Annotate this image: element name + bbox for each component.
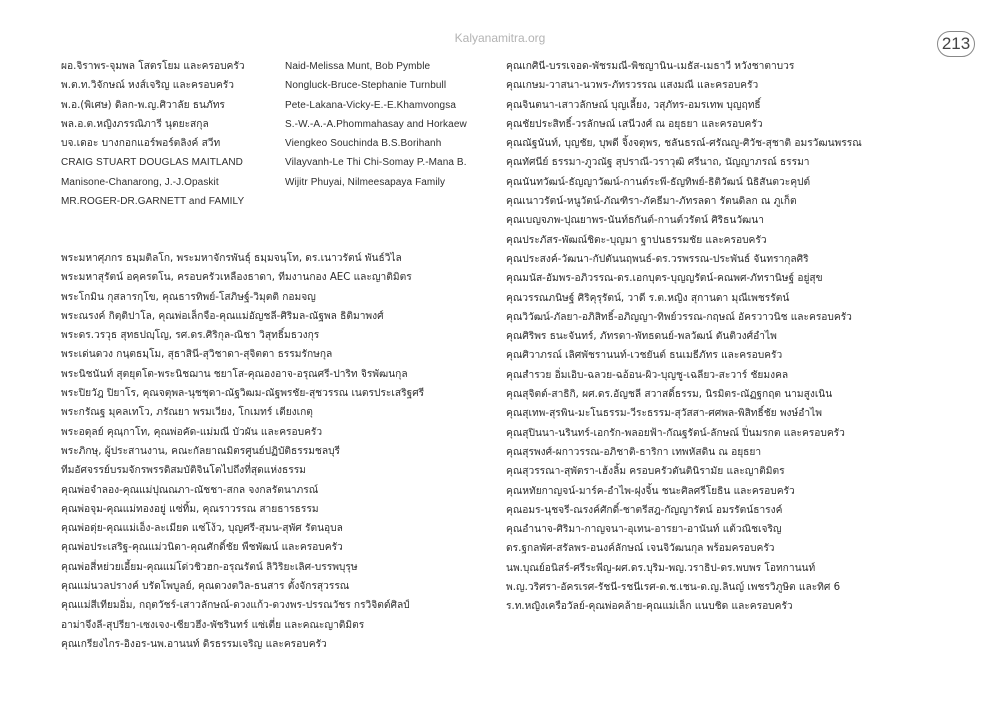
name-entry: พล.อ.ต.หญิงภรรณิภารี นุตยะสกุล (61, 118, 209, 130)
name-entry: นพ.บุณย์อนิสร์-ศรีระพีญ-ผศ.ดร.บุริม-พญ.วราธิป-ดร.พบพร โอทกานนท์ (506, 562, 816, 574)
name-entry: ผอ.จิราพร-จุมพล โสตรโยม และครอบครัว (61, 61, 245, 72)
name-entry: พระปิยวัฎ ปิยาโร, คุณจตุพล-นุชชุดา-ณัฐวิฒม-ณัฐพรชัย-สุชวรรณ เนตรประเสริฐศรี (61, 388, 425, 400)
name-entry: คุณแม่นวลปรางค์ บรัดโพบูลย์, คุณดวงตวิล-ธนสาร ตั้งจักรสุวรรณ (61, 581, 350, 593)
name-entry: พ.ต.ท.วิจักษณ์ หงส์เจริญ และครอบครัว (61, 80, 234, 92)
name-entry: ทีมอัศจรรย์บรมจักรพรรดิสมบัติจินโตไปถึงที่สุดแห่งธรรม (61, 465, 306, 477)
name-entry: คุณจินตนา-เสาวลักษณ์ บุญเลี้ยง, วสุภัทร-อมรเทพ บุญฤทธิ์ (506, 99, 761, 111)
name-entry: พระอดุลย์ คุณฺกาโท, คุณพ่อคัด-แม่มณี บัวผัน และครอบครัว (61, 426, 323, 438)
names-column-latin (285, 57, 495, 192)
names-column-right (506, 57, 942, 617)
name-entry: คุณเบญจภพ-ปุณยาพร-นันท์ธกันต์-กานต์วรัตน์ ศิริธนวัฒนา (506, 215, 764, 227)
name-entry: คุณณัฐนันท์, บุญชัย, บุพดี จิ้งจตุพร, ชลันธรณ์-ศรัณญู-ศิวัช-สุชาติ อมรวัฒนพรรณ (506, 138, 862, 150)
name-entry: คุณวรรณภนิษฐ์ ศิริคุรุรัตน์, วาดี ร.ต.หญิง สุกานดา มุณีเพชรรัตน์ (506, 292, 790, 304)
name-entry: พระมหาสุรัตน์ อคฺครตโน, ครอบครัวเหลืองธาดา, ทีมงานกอง AEC และญาติมิตร (61, 272, 412, 284)
name-entry: คุณสุปินนา-นรินทร์-เอกรัก-พลอยฟ้า-กัณฐรัตน์-ลักษณ์ ปิ่นมรกต และครอบครัว (506, 427, 845, 439)
name-entry: คุณชัยประสิทธิ์-วรลักษณ์ เสนีวงศ์ ณ อยุธยา และครอบครัว (506, 118, 763, 130)
name-entry: คุณนันทวัฒน์-ธัญญาวัฒน์-กานต์ระพี-ธัญทิพย์-ธิติวัฒน์ นิธิสันตวะคุปต์ (506, 176, 811, 188)
name-entry: พระเด่นดวง กนฺตธมฺโม, สุธาสินี-สุวิชาดา-สุจิตตา ธรรมรักษกุล (61, 349, 333, 361)
name-entry: คุณแม่สีเทียมอิ่ม, กฤตวัชร์-เสาวลักษณ์-ดวงแก้ว-ดวงพร-ปรรณวัชร กรวิจิตต์ศิลป์ (61, 600, 410, 612)
names-column-left-top (61, 57, 283, 211)
name-entry: คุณพ่อประเสริฐ-คุณแม่วนิดา-คุณศักดิ์ชัย พืชพัฒน์ และครอบครัว (61, 542, 343, 554)
name-entry: S.-W.-A.-A.Phommahasay and Horkaew (285, 118, 467, 130)
page-number: 213 (937, 31, 975, 57)
name-entry: คุณทัศนีย์ ธรรมา-ภูวณัฐ สุปราณี-วราวุฒิ ศรีนาถ, นัญญาภรณ์ ธรรมา (506, 157, 810, 169)
name-entry: พระโกมิน กุสลารกฺโข, คุณธารทิพย์-โสภิษฐ์-วิมุตติ กอมจญ (61, 291, 316, 303)
name-entry: คุณเกศินี-บรรเจอด-พัชรมณี-พิชญานิน-เมธัส-เมธาวี หวังชาตาบวร (506, 61, 795, 72)
name-entry: อาม่าจึงลี-สุปรียา-เซงเจง-เซียวฮึง-พัชรินทร์ แซ่เตี่ย และคณะญาติมิตร (61, 619, 365, 631)
name-entry: พระภิกษุ, ผู้ประสานงาน, คณะกัลยาณมิตรศูนย์ปฏิบัติธรรมชลบุรี (61, 445, 341, 457)
name-entry: พระณรงค์ กิตฺติปาโล, คุณพ่อเล็กจือ-คุณแม่อัญชลี-ศิริมล-ณัฐพล ธิติมาพงศ์ (61, 310, 384, 322)
name-entry: คุณศิริพร ธนะจันทร์, ภัทรดา-พัทธดนย์-พลวัฒน์ ตันติวงศ์อำไพ (506, 331, 777, 343)
name-entry: คุณวิวัฒน์-ภัลยา-อภิสิทธิ์-อภิญญา-ทิพย์วรรณ-กฤษณ์ อัครวาวนิช และครอบครัว (506, 311, 852, 323)
name-entry: CRAIG STUART DOUGLAS MAITLAND (61, 157, 244, 169)
name-entry: คุณสุวรรณา-สุพัตรา-เฮ้งลิ้ม ครอบครัวตันตินิรามัย และญาติมิตร (506, 466, 785, 478)
name-entry: คุณพ่อจุม-คุณแม่ทองอยู่ แซ่ทิ้ม, คุณราวรรณ สายธารธรรม (61, 503, 319, 515)
name-entry: คุณศิวาภรณ์ เลิศพัชรานนท์-เวชยันต์ ธนเมธีภัทร และครอบครัว (506, 350, 783, 362)
name-entry: คุณพ่อสี่หย่วยเอี้ยม-คุณแม่โด่วชิวฮก-อรุณรัตน์ ลิวิริยะเลิศ-บรรพบุรุษ (61, 561, 358, 573)
name-entry: ดร.ฐกลพัศ-สรัลพร-อนงค์ลักษณ์ เจนจิวัฒนกุล พร้อมครอบครัว (506, 543, 775, 555)
name-entry: คุณมนัส-อัมพร-อภิวรรณ-ดร.เอกบุตร-บุญญรัตน์-คณพศ-ภัทรานิษฐ์ อยู่สุข (506, 273, 823, 285)
name-entry: Pete-Lakana-Vicky-E.-E.Khamvongsa (285, 99, 456, 111)
name-entry: พระกรัณฐ มุคลเทโว, ภรัณยา พรมเวียง, โกเมทร์ เตียงเกตุ (61, 407, 313, 419)
name-entry: คุณประภัสร-พัฒณ์ชิตะ-บุญมา ฐาปนธรรมชัย และครอบครัว (506, 234, 767, 246)
name-entry: Manisone-Chanarong, J.-J.Opaskit (61, 176, 219, 188)
name-entry: พ.อ.(พิเศษ) ดิลก-พ.ญ.ศิวาลัย ธนภัทร (61, 99, 225, 111)
name-entry: คุณเกรียงไกร-อิงอร-นพ.อานนท์ ดิรธรรมเจริญ และครอบครัว (61, 638, 327, 650)
name-entry: คุณสุเทพ-สุรพิน-มะโนธรรม-วีระธรรม-สุวัสสา-ศศพล-พิสิทธิ์ชัย พงษ์อำไพ (506, 408, 822, 420)
name-entry: คุณอำนาจ-ศิริมา-กาญจนา-อุเทน-อารยา-อานันท์ แต้วณิชเจริญ (506, 524, 782, 536)
name-entry: พ.ญ.วริศรา-อัครเรศ-รัชนี-รชนีเรศ-ด.ช.เชน-ด.ญ.ลินญ์ เพชรวิภูษิต และทิศ 6 (506, 582, 841, 594)
name-entry: พระดร.วรวุธ สุทธปญฺโญ, รศ.ดร.ศิริกุล-ณิชา วิสุทธิ์มธวงกุร (61, 330, 320, 342)
name-entry: Nongluck-Bruce-Stephanie Turnbull (285, 80, 447, 92)
name-entry: บจ.เดอะ บางกอกแอร์พอร์ตลิงค์ สวีท (61, 138, 221, 150)
name-entry: คุณพ่อจำลอง-คุณแม่ปุณณภา-ณัชชา-สกล จงกลรัตนาภรณ์ (61, 484, 319, 496)
name-entry: Naid-Melissa Munt, Bob Pymble (285, 61, 431, 72)
watermark: Kalyanamitra.org (454, 31, 546, 45)
name-entry: พระมหาศุภกร ธมฺมติลโก, พระมหาจักรพันธุ์ ธมฺมจนฺโท, ดร.เนาวรัตน์ พันธ์วิไล (61, 253, 402, 264)
name-entry: คุณอมร-นุชจรี-ณรงค์ศักดิ์-ชาตรีสฎ-กัญญารัตน์ อมรรัตน์ธารงค์ (506, 504, 783, 516)
name-entry: Vilayvanh-Le Thi Chi-Somay P.-Mana B. (285, 157, 467, 169)
name-entry: MR.ROGER-DR.GARNETT and FAMILY (61, 196, 245, 208)
name-entry: คุณเนาวรัตน์-หนูวัตน์-ภัณฑิรา-ภัคธีมา-ภัทรลดา รัตนดิลก ณ ภูเก็ต (506, 196, 797, 208)
name-entry: คุณประสงค์-วัฒนา-กัปตันนฤพนธ์-ดร.วรพรรณ-ประพันธ์ จันทรากุลศิริ (506, 253, 809, 265)
name-entry: ร.ท.หญิงเครือวัลย์-คุณพ่อคล้าย-คุณแม่เล็ก แนบชิด และครอบครัว (506, 601, 793, 613)
name-entry: Viengkeo Souchinda B.S.Borihanh (285, 138, 442, 150)
name-entry: คุณหทัยกาญจน์-มาร์ค-อำไพ-ฝุงจิ้น ชนะศิลศรีโยธิน และครอบครัว (506, 485, 795, 497)
name-entry: คุณสุจิตต์-สาธิกิ, ผศ.ดร.อัญชลี สวาสดิ์ธรรม, นิรมิตร-ณัฏฐกฤต นามสูงเนิน (506, 389, 833, 401)
name-entry: คุณสุรพงศ์-ผกาวรรณ-อภิชาติ-ธาริกา เทพหัสดิน ณ อยุธยา (506, 446, 762, 458)
name-entry: พระนิชนันท์ สุตยุตโต-พระนิชฌาน ชยาโส-คุณองอาจ-อรุณศรี-ปาริท จิรพัฒนกุล (61, 368, 408, 380)
name-entry: คุณสำรวย อิ่มเอิบ-ฉลวย-ฉอ้อน-ผิว-บุญชู-เฉลียว-สะวาร์ ชัยมงคล (506, 369, 789, 381)
name-entry: คุณพ่อดุ่ย-คุณแม่เอ็ง-ละเมียด แซ่โง้ว, บุญศรี-สุมน-สุพัศ รัตนอุบล (61, 523, 343, 535)
name-entry: Wijitr Phuyai, Nilmeesapaya Family (285, 176, 446, 188)
names-column-left-bottom (61, 249, 499, 654)
name-entry: คุณเกษม-วาสนา-นวพร-ภัทรวรรณ แสงมณี และครอบครัว (506, 80, 759, 92)
